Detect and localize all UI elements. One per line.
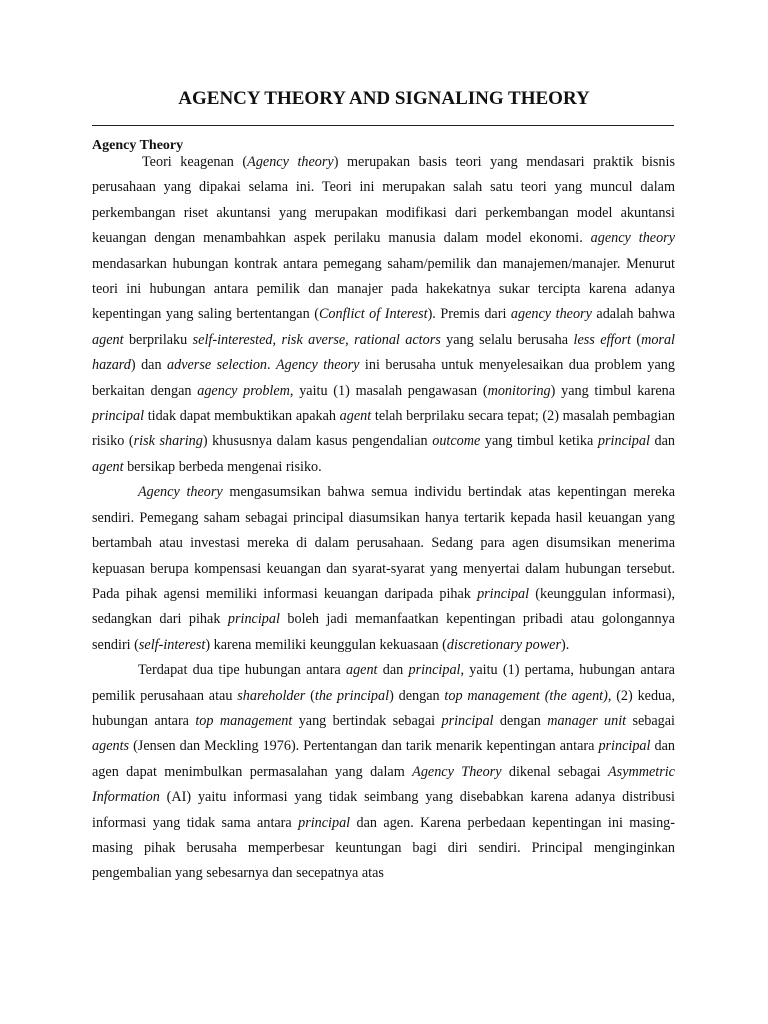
italic-term: less effort xyxy=(573,331,631,348)
italic-term: principal xyxy=(298,814,351,831)
paragraph xyxy=(92,150,675,480)
text-run: bersikap berbeda mengenai risiko. xyxy=(123,458,322,475)
text-run: ) dan xyxy=(130,357,168,374)
text-run: ) karena memiliki keunggulan kekuasaan ( xyxy=(205,636,447,653)
text-run: tidak dapat membuktikan apakah xyxy=(144,408,340,425)
title-divider xyxy=(92,125,674,126)
italic-term: moral hazard xyxy=(92,331,675,374)
body-text xyxy=(92,150,675,887)
italic-term: agent xyxy=(345,662,378,679)
text-run: ) dengan xyxy=(389,687,445,704)
text-run: dikenal sebagai xyxy=(501,763,608,780)
italic-term: Agency theory xyxy=(276,357,360,374)
text-run: Terdapat dua tipe hubungan antara xyxy=(138,662,346,679)
text-run: (AI) yaitu informasi yang tidak seimbang yang disebabkan karena adanya distribusi informasi yang tidak sama antara xyxy=(92,789,675,831)
italic-term: principal xyxy=(441,712,494,729)
text-run: yang timbul ketika xyxy=(480,433,598,450)
text-run: , yaitu (1) masalah pengawasan ( xyxy=(289,382,488,399)
text-run: boleh jadi memanfaatkan kepentingan pribadi atau golongannya sendiri ( xyxy=(92,611,675,653)
italic-term: Agency theory xyxy=(247,154,334,170)
italic-term: agents xyxy=(92,738,130,755)
text-run: mendasarkan hubungan kontrak antara pemegang saham/pemilik dan manajemen/manajer. Menurut teori ini hubungan antara pemilik dan manajer pada hakekatnya sukar tercipta karena adanya kepentingan yang saling bertentangan ( xyxy=(92,255,675,323)
italic-term: Agency theory xyxy=(138,484,223,501)
italic-term: agency theory xyxy=(590,230,676,247)
text-run: ini berusaha untuk menyelesaikan dua problem yang berkaitan dengan xyxy=(92,357,675,399)
text-run: ( xyxy=(305,687,315,704)
text-run: ) merupakan basis teori yang mendasari praktik bisnis perusahaan yang dipakai selama ini. Teori ini merupakan salah satu teori yang muncul dalam perkembangan riset akuntansi yang merupakan modifikasi dari perkembangan model akuntansi keuangan dengan menambahkan aspek perilaku manusia dalam model ekonomi. xyxy=(92,154,675,247)
italic-term: adverse selection xyxy=(167,357,268,374)
text-run: dan xyxy=(649,433,676,450)
section-heading: Agency Theory xyxy=(92,138,184,153)
text-run: , yaitu (1) pertama, hubungan antara pemilik perusahaan atau xyxy=(92,662,675,704)
text-run: dan agen dapat menimbulkan permasalahan yang dalam xyxy=(92,738,675,780)
italic-term: principal xyxy=(227,611,280,628)
italic-term: Asymmetric Information xyxy=(92,763,675,806)
text-run: dan agen. Karena perbedaan kepentingan ini masing-masing pihak berusaha memperbesar keuntungan bagi diri sendiri. Principal menginginkan pengembalian yang sebesarnya dan secepatnya atas xyxy=(92,814,675,882)
text-run: sebagai xyxy=(626,712,675,729)
italic-term: agency problem xyxy=(197,382,290,399)
text-run: , (2) kedua, hubungan antara xyxy=(92,687,675,729)
text-run: yang selalu berusaha xyxy=(440,331,574,348)
italic-term: top management xyxy=(195,712,293,729)
text-run: Teori keagenan ( xyxy=(142,154,248,170)
text-run: . xyxy=(267,357,277,374)
document-title: AGENCY THEORY AND SIGNALING THEORY xyxy=(178,88,590,109)
text-run: ). xyxy=(561,636,570,653)
text-run: (Jensen dan Meckling 1976). Pertentangan dan tarik menarik kepentingan antara xyxy=(129,738,599,755)
italic-term: shareholder xyxy=(237,687,306,704)
italic-term: Conflict of Interest xyxy=(318,306,428,323)
italic-term: top management (the agent) xyxy=(444,687,608,704)
text-run: mengasumsikan bahwa semua individu bertindak atas kepentingan mereka sendiri. Pemegang saham sebagai principal diasumsikan hanya tertarik kepada hasil keuangan yang bertambah atau investasi mereka di dalam perusahaan. Sedang para agen disumsikan menerima kepuasan berupa kompensasi keuangan dan syarat-syarat yang menyertai dalam hubungan tersebut. Pada pihak agensi memiliki informasi keuangan daripada pihak xyxy=(92,484,675,602)
text-run: berprilaku xyxy=(123,331,193,348)
italic-term: agency theory xyxy=(510,306,592,323)
text-run: ) khususnya dalam kasus pengendalian xyxy=(202,433,433,450)
italic-term: agent xyxy=(92,458,124,475)
italic-term: discretionary power xyxy=(446,636,562,653)
text-run: telah berprilaku secara tepat; (2) masalah pembagian risiko ( xyxy=(92,408,675,450)
text-run: dan xyxy=(377,662,409,679)
italic-term: self-interested, risk averse, rational actors xyxy=(192,331,441,348)
italic-term: principal xyxy=(408,662,461,679)
paragraph xyxy=(92,658,675,887)
text-run: ) yang timbul karena xyxy=(550,382,676,399)
italic-term: the principal xyxy=(314,687,390,704)
italic-term: principal xyxy=(92,408,145,425)
italic-term: risk sharing xyxy=(133,433,203,450)
italic-term: principal xyxy=(477,585,530,602)
text-run: ( xyxy=(630,331,642,348)
italic-term: Agency Theory xyxy=(412,763,502,780)
text-run: adalah bahwa xyxy=(591,306,675,323)
paragraph xyxy=(92,480,675,658)
italic-term: manager unit xyxy=(547,712,627,729)
italic-term: agent xyxy=(92,331,124,348)
italic-term: monitoring xyxy=(487,382,551,399)
italic-term: agent xyxy=(339,408,372,425)
italic-term: outcome xyxy=(432,433,481,450)
text-run: yang bertindak sebagai xyxy=(292,712,442,729)
text-run: dengan xyxy=(493,712,548,729)
text-run: ). Premis dari xyxy=(427,306,511,323)
italic-term: principal xyxy=(597,433,650,450)
text-run: (keunggulan informasi), sedangkan dari pihak xyxy=(92,585,676,628)
italic-term: principal xyxy=(598,738,651,755)
italic-term: self-interest xyxy=(138,636,206,653)
